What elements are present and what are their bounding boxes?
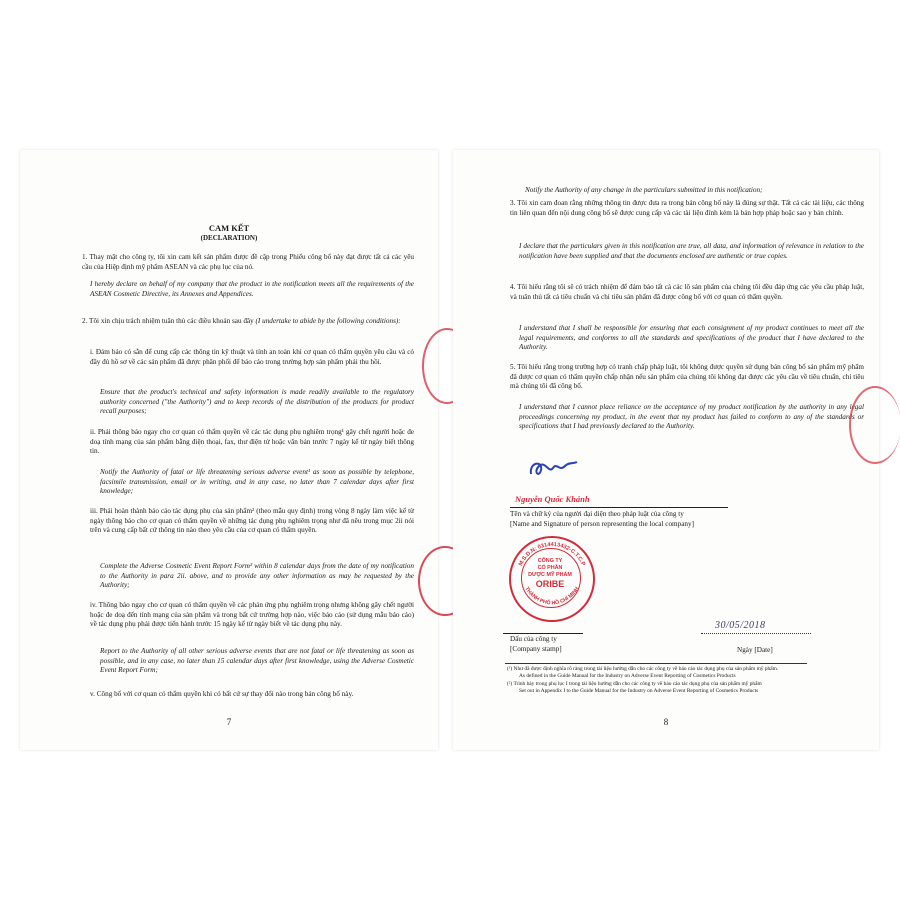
date-label: Ngày [Date] <box>737 646 773 654</box>
stamp-ring-bottom-text: THÀNH PHỐ HỒ CHÍ MINH <box>523 586 581 607</box>
clause-2-vi: 2. Tôi xin chịu trách nhiệm tuân thủ các điều khoản sau đây <box>82 317 254 325</box>
stamp-line <box>503 633 583 634</box>
clause-2i-en: Ensure that the product's technical and safety information is made readily available to the regulatory authority concerned ("the Authority") and to keep records of the distribution of the products for product recall purposes; <box>100 388 414 416</box>
stamp-line-4: ORIBE <box>535 579 565 589</box>
clause-3-en: I declare that the particulars given in this notification are true, all data, and information of relevance in relation to the notification have been supplied and that the documents enclosed are authentic or true copies. <box>519 242 864 260</box>
clause-4-en: I understand that I shall be responsible for ensuring that each consignment of my product continues to meet all the legal requirements, and conforms to all the standards and specifications of the product that I have declared to the Authority. <box>519 324 864 352</box>
signature-scribble <box>527 454 581 482</box>
footnote-2-en: Set out in Appendix I to the Guide Manual for the Industry on Adverse Event Reporting of Cosmetics Products <box>519 688 759 694</box>
signature-label-vi: Tên và chữ ký của người đại diện theo pháp luật của công ty <box>510 510 684 518</box>
clause-3-vi: 3. Tôi xin cam đoan rằng những thông tin được đưa ra trong bản công bố này là đúng sự thật. Tất cả các tài liệu, các thông tin liên quan đến nội dung công bố sẽ được cung cấp và các tài liệu đính kèm là bản hợp pháp hoặc sao y bản chính. <box>510 199 864 217</box>
clause-2v-vi: v. Công bố với cơ quan có thẩm quyền khi có bất cứ sự thay đổi nào trong bản công bố này. <box>90 690 354 698</box>
partial-stamp-right <box>849 386 900 464</box>
clause-2iv-vi: iv. Thông báo ngay cho cơ quan có thẩm quyền về các phản ứng phụ nghiêm trọng nhưng không gây chết người hoặc đe doạ đến tính mạng của sản phẩm và trong bất cứ trường hợp nào, việc báo cáo (sử dụng mẫu báo cáo) về tác dụng phụ phải được tiến hành trước 15 ngày kể từ ngày biết về tác dụng phụ này. <box>90 601 414 629</box>
date-value: 30/05/2018 <box>715 620 766 631</box>
page-number-left: 7 <box>226 717 232 727</box>
stamp-line-2: CỔ PHẦN <box>537 565 563 571</box>
clause-5-en: I understand that I cannot place reliance on the acceptance of my product notification by the authority in any legal proceedings concerning my product, in the event that my product has failed to conform to any of the standards or specifications that I had previously declared to the Authority. <box>519 403 864 431</box>
company-stamp <box>509 536 595 622</box>
clause-2iii-en: Complete the Adverse Cosmetic Event Report Form² within 8 calendar days from the date of my notification to the Authority in para 2ii. above, and to provide any other information as may be requested by the Authority; <box>100 562 414 590</box>
clause-2 <box>82 317 414 327</box>
footnote-1-vi: (¹) Như đã được định nghĩa rõ ràng trong tài liệu hướng dẫn cho các công ty về báo cáo tác dụng phụ của sản phẩm mỹ phẩm. <box>507 666 779 672</box>
document-page-right <box>453 150 879 750</box>
stamp-ring-text: M.S.D.N: 0314413432-C.T.C.P <box>517 541 587 568</box>
signer-name: Nguyễn Quốc Khánh <box>515 494 590 504</box>
clause-4-vi: 4. Tôi hiểu rằng tôi sẽ có trách nhiệm để đảm bảo tất cả các lô sản phẩm của chúng tôi đều đáp ứng các yêu cầu pháp luật, và tuân thủ tất cả tiêu chuẩn và chỉ tiêu sản phẩm đã được công bố với cơ quan có thẩm quyền. <box>510 283 864 301</box>
stamp-label-vi: Dấu của công ty <box>510 635 557 643</box>
stamp-line-3: DƯỢC MỸ PHẨM <box>528 572 572 578</box>
date-line <box>701 633 811 634</box>
clause-5-vi: 5. Tôi hiểu rằng trong trường hợp có tranh chấp pháp luật, tôi không được quyền sử dụng bản công bố sản phẩm mỹ phẩm đã được cơ quan có thẩm quyền chấp nhận nếu sản phẩm của chúng tôi không đạt được các yêu cầu về tiêu chuẩn, chỉ tiêu mà chúng tôi đã công bố. <box>510 363 864 391</box>
stamp-label-en: [Company stamp] <box>510 645 562 653</box>
footnote-1-en: As defined in the Guide Manual for the Industry on Adverse Event Reporting of Cosmetics Products <box>519 673 736 679</box>
document-page-left <box>20 150 438 750</box>
clause-2v-en: Notify the Authority of any change in the particulars submitted in this notification; <box>525 186 763 194</box>
signature-line <box>510 507 728 508</box>
footnote-2-vi: (²) Trình bày trong phụ lục I trong tài liệu hướng dẫn cho các công ty về báo cáo tác dụng phụ của sản phẩm mỹ phẩm <box>507 681 762 687</box>
page-number-right: 8 <box>663 717 669 727</box>
clause-2ii-vi: ii. Phải thông báo ngay cho cơ quan có thẩm quyền về các tác dụng phụ nghiêm trọng¹ gây chết người hoặc đe doạ tính mạng của sản phẩm bằng điện thoại, fax, thư điện tử hoặc văn bản trước 7 ngày kể từ ngày biết thông tin. <box>90 428 414 456</box>
declaration-subtitle: (DECLARATION) <box>200 234 258 242</box>
clause-2-en: (I undertake to abide by the following conditions): <box>255 317 401 325</box>
stamp-line-1: CÔNG TY <box>537 558 563 564</box>
clause-1-en: I hereby declare on behalf of my company that the product in the notification meets all the requirements of the ASEAN Cosmetic Directive, its Annexes and Appendices. <box>90 280 414 298</box>
footnote-separator <box>505 663 807 664</box>
clause-1-vi: 1. Thay mặt cho công ty, tôi xin cam kết sản phẩm được đề cập trong Phiếu công bố này đạt được tất cả các yêu cầu của Hiệp định mỹ phẩm ASEAN và các phụ lục của nó. <box>82 253 414 271</box>
declaration-title: CAM KẾT <box>208 223 250 233</box>
clause-2iv-en: Report to the Authority of all other serious adverse events that are not fatal or life threatening as soon as possible, and in any case, no later than 15 calendar days after first knowledge, using the Adverse Cosmetic Event Report Form; <box>100 647 414 675</box>
clause-2ii-en: Notify the Authority of fatal or life threatening serious adverse event¹ as soon as possible by telephone, facsimile transmission, email or in writing, and in any case, no later than 7 calendar days after first knowledge; <box>100 468 414 496</box>
signature-label-en: [Name and Signature of person representing the local company] <box>510 520 695 528</box>
clause-2iii-vi: iii. Phải hoàn thành báo cáo tác dụng phụ của sản phẩm² (theo mẫu quy định) trong vòng 8 ngày làm việc kể từ ngày thông báo cho cơ quan có thẩm quyền về những tác dụng phụ nghiêm trọng như đã nêu trong mục 2ii nói trên và cung cấp bất cứ thông tin nào theo yêu cầu của cơ quan có thẩm quyền. <box>90 507 414 535</box>
clause-2i-vi: i. Đảm bảo có sẵn để cung cấp các thông tin kỹ thuật và tính an toàn khi cơ quan có thẩm quyền yêu cầu và có đầy đủ hồ sơ về các sản phẩm đã được phân phối để báo cáo trong trường hợp sản phẩm phải thu hồi. <box>90 348 414 366</box>
stamp-center-text <box>509 558 591 590</box>
